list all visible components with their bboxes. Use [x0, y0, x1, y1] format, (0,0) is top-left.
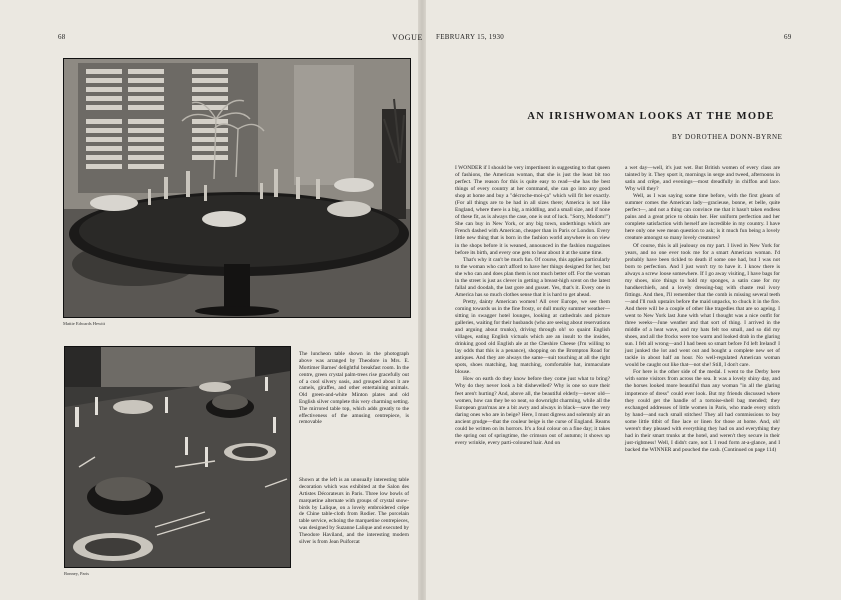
paragraph: Well, as I was saying some time before, with the first gleam of summer comes the American lady—gracieuse, bonne, et belle, quite perfect—, and not a thing can convince me that it hasn't taken endless pains and a great price to obtain her. Her uniform perfection and her complete satisfaction with herself are incredible in my country. I have here only one wee mean question to ask; is it much fun being a lovely creature amongst so many lovely creatures?	[625, 193, 780, 242]
paragraph: Pretty, dainty American women! All over Europe, we see them coming towards us in the fine frosty, or dull murky summer weather—sitting in swagger hotel lounges, looking at cathedrals and picture galleries, waiting for their husbands (who are seeing about reservations and arguing about trunks), driving through oh! so quaint English villages, eating English victuals which are an insult to the insides, drinking good old English ale at the Cheshire Cheese (I'm willing to lay odds that this is a penance), shopping on the Brompton Road for antiques. And they are always the same—suit touching at all the right spots, shoes matching, bag matching, comfortable hat, immaculate blouse.	[455, 298, 610, 376]
article-headline: AN IRISHWOMAN LOOKS AT THE MODE	[527, 111, 775, 122]
issue-date: FEBRUARY 15, 1930	[436, 33, 505, 41]
bottom-photo-caption: Shown at the left is an unusually interesting table decoration which was exhibited at the Salon des Artistes Décorateurs in Paris. Three low bowls of marquetine alternate with groups of crystal snow-birds by Lalique, on a lovely embroidered crêpe de Chine table-cloth from Rodier. The porcelain table service, echoing the marquetine centrepieces, was designed by Suzanne Lalique and executed by Theodore Haviland, and the interesting modern silver is from Jean Puiforcat	[299, 477, 409, 545]
paragraph: That's why it can't be much fun. Of course, this applies particularly to the woman who can't afford to have her things designed for her, but she who can and does plan them is not much better off. For the woman in the street is just as clever in getting a breast-high scent on the latest fallal and doodah, the last gore and gusset. Yes, that's it. Every one in America has so much clothes sense that it is hard to get ahead.	[455, 256, 610, 298]
article-byline: BY DOROTHEA DONN-BYRNE	[672, 133, 783, 141]
top-photo-caption: The luncheon table shown in the photograph above was arranged by Theodore in Mrs. E. Mortimer Barnes' delightful breakfast room. In the centre, green crystal palm-trees rise gracefully out of a cool silvery oasis, and grouped about it are camels, giraffes, and other entertaining animals. Old green-and-white Minton plates and old English silver complete this very charming setting. The mirrored table top, which adds greatly to the effectiveness of the amusing centrepiece, is removable	[299, 351, 409, 426]
paragraph: Of course, this is all jealousy on my part. I lived in New York for years, and no one ever took me for a smart American woman. I'd probably have been tickled to death if some one had, but I was not born to perfection. And I just won't try to have it. I know there is always a screw loose somewhere. If I go away visiting, I have bags for my shoes, nice things to hold my sponges, a satin case for my handkerchiefs, and a lovely dressing-bag with chaste real ivory fittings. And then, I'll remember that the comb is missing several teeth—and I'll rush upstairs before the maid unpacks, to chuck it in the fire. And there will be a couple of other like tragedies that are so ageing. I went to New York last June with what I thought was a nice outfit for three weeks—June weather and that sort of thing. I arrived in the middle of a heat wave, and my hats felt too small, and so did my shoes, and all the frocks were too warm and looked drab in the glaring sun. I felt all wrong—and I had been so smart before I'd left Ireland! I just junked the lot and went out and bought a complete new set of tackle in about half an hour. No well-regulated American woman would be caught out like that—not she! Still, I don't care.	[625, 242, 780, 369]
paragraph: For here is the other side of the medal. I went to the Derby here with some visitors from across the sea. It was a lovely shiny day, and the horses looked more beautiful than any woman "in all the glaring impotence of dress" could ever look. But my friends discussed where they could get the handle of a tortoise-shell bag mended; they exchanged addresses of little women in Paris, who made every stitch by hand—and such small stitches! They all had commissions to buy some little titbit of fine lace or linen for those at home. And, oh! weren't they pleased with everything they had on and everything they had in their smart trunks at the hotel, and weren't they secure in their just-rightness! Well, I didn't care, not I. I read form at-a-glance, and I backed the WINNER and pouched the cash. (Continued on page 114)	[625, 369, 780, 453]
page-gutter	[418, 0, 426, 600]
paragraph: How on earth do they know before they come just what to bring? Why do they never look a bit dishevelled? Why is one so sure their feet aren't hurting? And, above all, the beautiful elderly—never old—women, how can they be so neat, so downright charming, while all the European gran'mas are a bit awry and always in black—save the very daring ones who are in beige? Here, I must digress and solemnly air an ancient grudge—that the couleur beige is the curse of England. Reams could be written on its horrors. It's a foul colour on a fine day; it takes the spring out of springtime, the crimson out of autumn; it shows up every wrinkle, every parti-coloured hair. And on	[455, 376, 610, 446]
top-photo-credit: Mattie Edwards Hewitt	[63, 321, 105, 326]
left-page-number: 68	[58, 33, 66, 41]
magazine-name: VOGUE	[392, 33, 423, 42]
bottom-photo-credit: Bonney, Paris	[64, 571, 89, 576]
luncheon-table-photo	[63, 58, 411, 318]
paragraph: a wet day—well, it's just wet. But British women of every class are tainted by it. They sport it, mornings in serge and tweed, afternoons in satin and crêpe, and evenings—most dreadfully in chiffon and lace. Why will they?	[625, 165, 780, 193]
article-column-1	[455, 165, 610, 447]
paragraph: I WONDER if I should be very impertinent in suggesting to that queen of fashions, the American woman, that she is just the least bit too perfect. The reason for this is quite easy to read—she has the best things of every country at her command, she can go into any good shop at home and buy a "décroche-moi-ça" which will fit her exactly. (For all things are to be had in all sizes there; America is not like England, where there is a big, a middling, and a small size, and if none of these fit, as is always the case, one is out of luck. "Sorry, Modom!") She can buy in New York, or any big town, underthings which are French dashed with American, cheaper than in Paris or London. Every little new thing that is born in the fashion world anywhere is on view in the shops before it is weaned, announced in the fashion magazines before its birth, and every one gets to hear about it at the same time.	[455, 165, 610, 256]
table-decoration-photo	[64, 346, 291, 568]
right-page-number: 69	[784, 33, 792, 41]
article-column-2	[625, 165, 780, 454]
